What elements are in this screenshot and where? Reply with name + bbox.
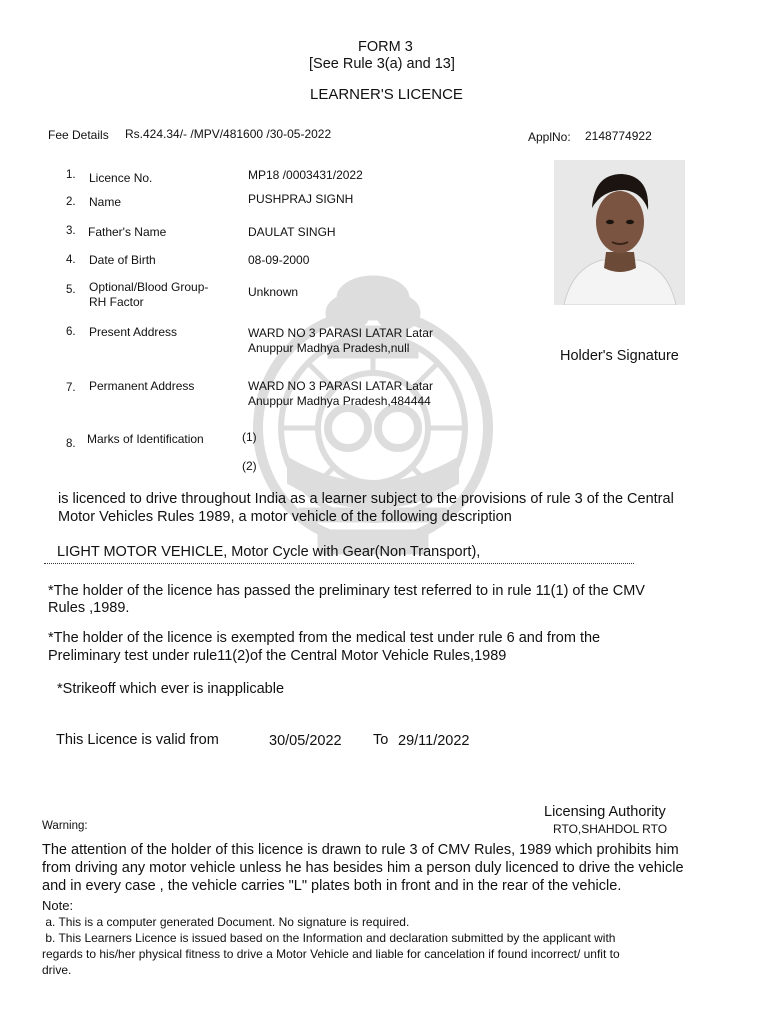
appl-no-label: ApplNo:: [528, 130, 571, 144]
warning-line2: from driving any motor vehicle unless he has besides him a person duly licenced to drive the vehicle: [42, 860, 684, 876]
field-number: 8.: [66, 438, 76, 450]
licensing-authority-office: RTO,SHAHDOL RTO: [553, 822, 668, 836]
holders-signature-label: Holder's Signature: [560, 348, 679, 364]
field-label: Present Address: [89, 325, 178, 339]
passed-test-line1: *The holder of the licence has passed the preliminary test referred to in rule 11(1) of the CMV: [48, 583, 645, 599]
field-label-line2: RH Factor: [89, 295, 144, 309]
field-label: Optional/Blood Group-: [89, 280, 209, 294]
validity-to-label: To: [373, 732, 389, 748]
page-title: LEARNER'S LICENCE: [310, 86, 463, 103]
field-number: 6.: [66, 326, 76, 338]
warning-label: Warning:: [42, 820, 88, 832]
field-value: WARD NO 3 PARASI LATAR Latar: [248, 379, 433, 393]
field-number: 3.: [66, 225, 76, 237]
warning-line3: and in every case , the vehicle carries "L" plates both in front and in the rear of the vehicle.: [42, 878, 622, 894]
field-number: 1.: [66, 169, 76, 181]
licence-text-line1: is licenced to drive throughout India as a learner subject to the provisions of rule 3 of the Central: [58, 491, 674, 507]
note-b-line2: regards to his/her physical fitness to drive a Motor Vehicle and liable for cancelation if found incorrect/ unfit to: [42, 947, 620, 961]
field-value: WARD NO 3 PARASI LATAR Latar: [248, 326, 433, 340]
fee-details-value: Rs.424.34/- /MPV/481600 /30-05-2022: [125, 127, 332, 141]
field-label: Marks of Identification: [87, 432, 204, 446]
note-label: Note:: [42, 898, 74, 913]
field-value-line2: Anuppur Madhya Pradesh,null: [248, 341, 410, 355]
licence-text-line2: Motor Vehicles Rules 1989, a motor vehicle of the following description: [58, 509, 512, 525]
strikeoff-note: *Strikeoff which ever is inapplicable: [57, 681, 285, 697]
note-b-line1: b. This Learners Licence is issued based on the Information and declaration submitted by the applicant with: [42, 931, 616, 945]
valid-from-date: 30/05/2022: [269, 733, 342, 749]
field-number: 5.: [66, 284, 76, 296]
exempted-line1: *The holder of the licence is exempted from the medical test under rule 6 and from the: [48, 630, 601, 646]
field-number: 2.: [66, 196, 76, 208]
vehicle-class: LIGHT MOTOR VEHICLE, Motor Cycle with Gear(Non Transport),: [57, 544, 481, 560]
field-value-line2: Anuppur Madhya Pradesh,484444: [248, 394, 431, 408]
field-label: Permanent Address: [89, 379, 195, 393]
rule-reference: [See Rule 3(a) and 13]: [309, 56, 455, 72]
field-number: 7.: [66, 382, 76, 394]
note-b-line3: drive.: [42, 963, 72, 977]
appl-no-value: 2148774922: [585, 129, 652, 143]
field-label: Licence No.: [89, 171, 153, 185]
note-a: a. This is a computer generated Document. No signature is required.: [42, 915, 410, 929]
field-value: MP18 /0003431/2022: [248, 168, 363, 182]
field-value: DAULAT SINGH: [248, 225, 336, 239]
valid-to-date: 29/11/2022: [398, 733, 470, 749]
passed-test-line2: Rules ,1989.: [48, 600, 130, 616]
field-number: 4.: [66, 254, 76, 266]
field-label: Date of Birth: [89, 253, 156, 267]
field-value-line2: (2): [242, 459, 257, 473]
licensing-authority-title: Licensing Authority: [544, 804, 666, 820]
holder-photo: [554, 160, 685, 305]
exempted-line2: Preliminary test under rule11(2)of the Central Motor Vehicle Rules,1989: [48, 648, 507, 664]
dotted-divider: [44, 563, 634, 564]
field-label: Name: [89, 195, 122, 209]
field-value: Unknown: [248, 285, 299, 299]
field-value: 08-09-2000: [248, 253, 310, 267]
fee-details-label: Fee Details: [48, 128, 109, 142]
warning-line1: The attention of the holder of this licence is drawn to rule 3 of CMV Rules, 1989 which prohibits him: [42, 842, 679, 858]
field-label: Father's Name: [88, 225, 167, 239]
validity-label: This Licence is valid from: [56, 732, 219, 748]
field-value: (1): [242, 430, 257, 444]
form-number: FORM 3: [358, 39, 413, 55]
field-value: PUSHPRAJ SIGNH: [248, 192, 354, 206]
